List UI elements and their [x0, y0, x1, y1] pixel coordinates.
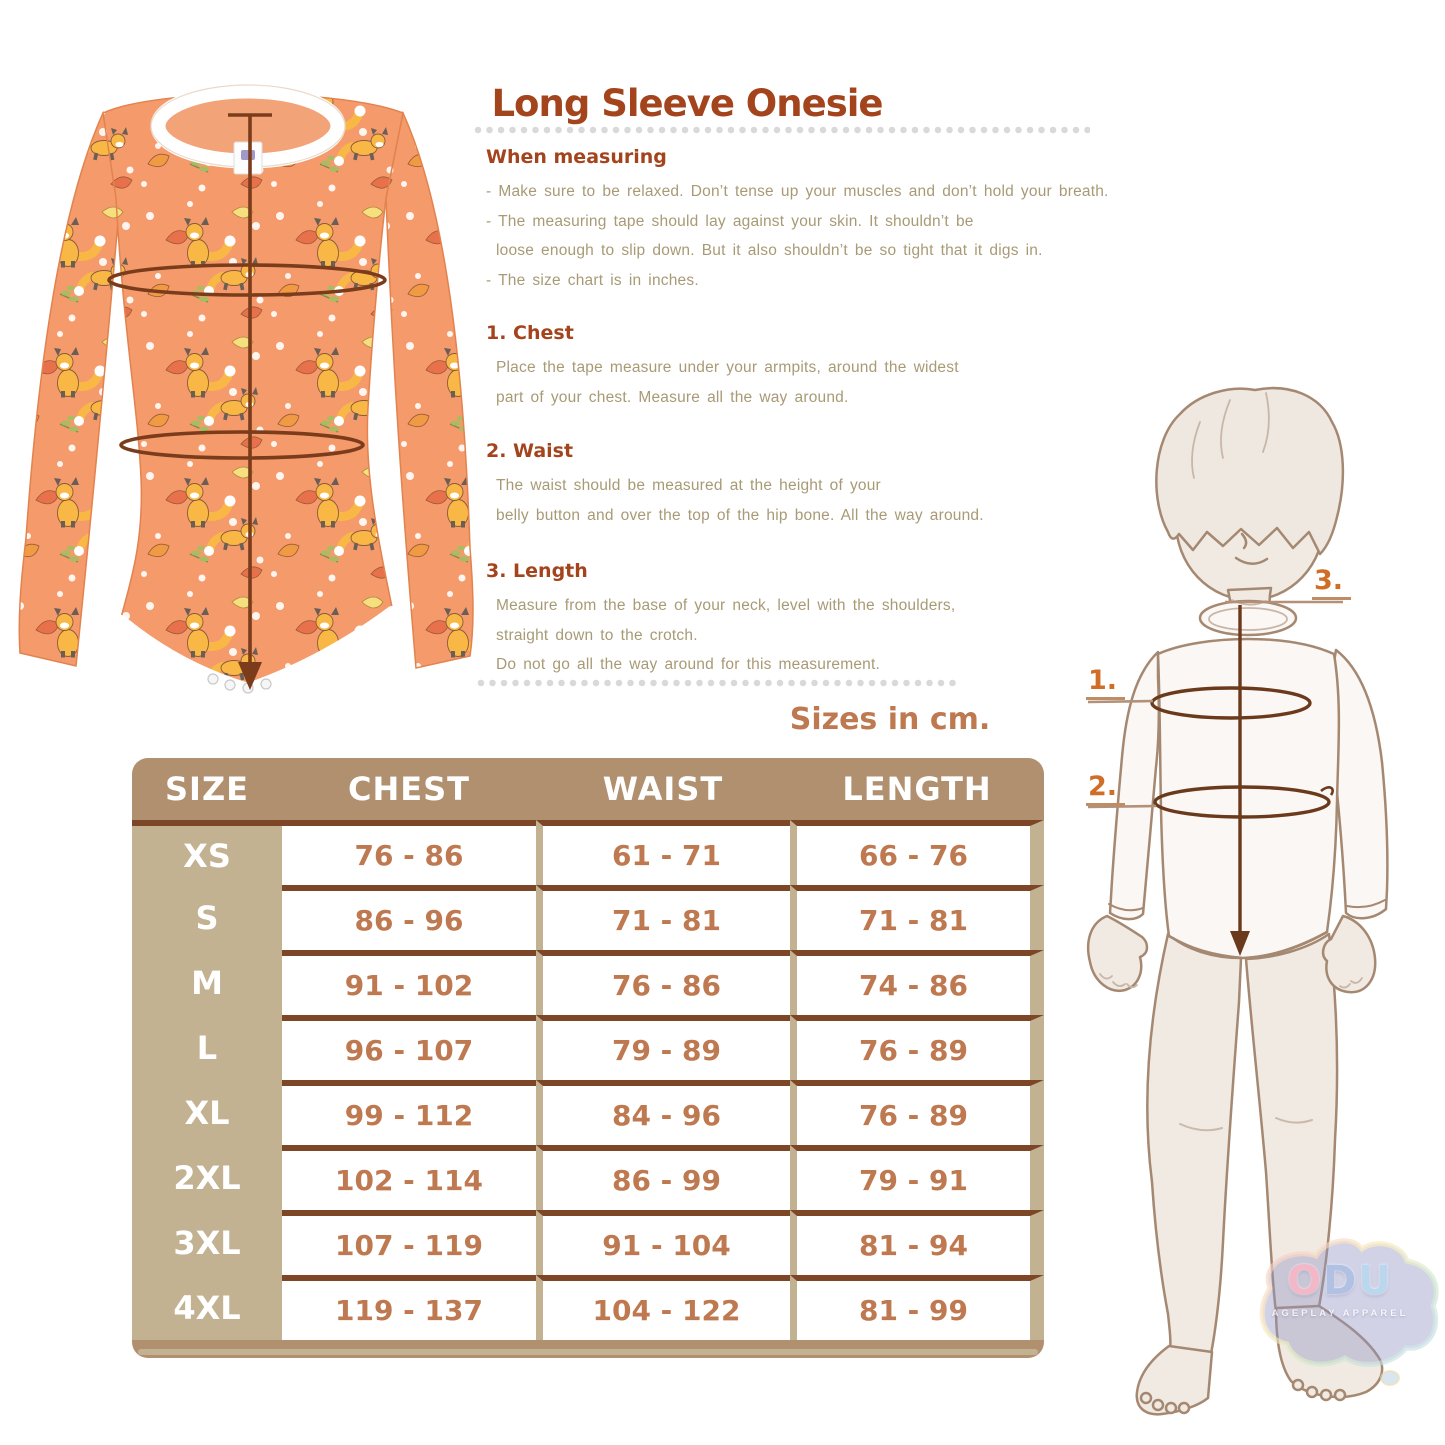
size-cell: 4XL: [132, 1275, 282, 1340]
length-line: straight down to the crotch.: [496, 626, 698, 644]
chest-section: [486, 322, 1146, 412]
size-cell: XS: [132, 820, 282, 885]
chest-cell: 96 - 107: [282, 1015, 536, 1080]
when-measuring-section: [486, 146, 1146, 295]
length-cell: 76 - 89: [790, 1015, 1044, 1080]
column-header-chest: CHEST: [348, 770, 470, 808]
chest-cell: 86 - 96: [282, 885, 536, 950]
waist-cell: 71 - 81: [536, 885, 790, 950]
size-cell: XL: [132, 1080, 282, 1145]
column-header-waist: WAIST: [602, 770, 724, 808]
logo-tagline: AGEPLAY APPAREL: [1271, 1308, 1409, 1319]
waist-line: The waist should be measured at the height of your: [496, 477, 881, 494]
onesie-torso: [103, 94, 403, 690]
length-line: Measure from the base of your neck, level with the shoulders,: [496, 597, 956, 614]
when-measuring-heading: When measuring: [486, 146, 667, 168]
length-cell: 66 - 76: [790, 820, 1044, 885]
length-cell: 76 - 89: [790, 1080, 1044, 1145]
logo-letter: O: [1287, 1258, 1324, 1304]
figure-label-chest: 1.: [1086, 666, 1125, 700]
waist-section: [486, 440, 1146, 530]
column-header-size: SIZE: [164, 770, 249, 808]
tasmania-blob: [1381, 1371, 1399, 1385]
size-cell: S: [132, 885, 282, 950]
chest-line: Place the tape measure under your armpits, around the widest: [496, 359, 959, 376]
logo-letter: U: [1358, 1258, 1393, 1304]
waist-cell: 79 - 89: [536, 1015, 790, 1080]
size-cell: 3XL: [132, 1210, 282, 1275]
measuring-line: - The measuring tape should lay against your skin. It shouldn’t be: [486, 212, 974, 230]
size-cell: 2XL: [132, 1145, 282, 1210]
onesie-product-image: [8, 68, 474, 718]
length-cell: 79 - 91: [790, 1145, 1044, 1210]
chest-cell: 119 - 137: [282, 1275, 536, 1340]
figure-label-length: 3.: [1312, 566, 1351, 600]
measuring-line: - Make sure to be relaxed. Don’t tense up your muscles and don’t hold your breath.: [486, 183, 1109, 200]
figure-label-waist: 2.: [1086, 772, 1125, 806]
logo-letter: D: [1323, 1258, 1359, 1304]
chest-cell: 91 - 102: [282, 950, 536, 1015]
size-cell: L: [132, 1015, 282, 1080]
length-line: Do not go all the way around for this measurement.: [496, 656, 881, 673]
chest-line: part of your chest. Measure all the way around.: [496, 388, 849, 406]
waist-cell: 84 - 96: [536, 1080, 790, 1145]
chest-cell: 76 - 86: [282, 820, 536, 885]
waist-cell: 86 - 99: [536, 1145, 790, 1210]
waist-cell: 61 - 71: [536, 820, 790, 885]
measuring-line: loose enough to slip down. But it also shouldn’t be so tight that it digs in.: [496, 242, 1043, 259]
chest-cell: 102 - 114: [282, 1145, 536, 1210]
dotted-divider-top: [474, 126, 1090, 134]
waist-cell: 76 - 86: [536, 950, 790, 1015]
dotted-divider-bottom: [477, 679, 959, 687]
sizes-unit-note: Sizes in cm.: [789, 702, 991, 737]
column-header-length: LENGTH: [842, 770, 992, 808]
waist-heading: 2. Waist: [486, 440, 574, 462]
waist-cell: 104 - 122: [536, 1275, 790, 1340]
logo-wordmark: [1240, 1258, 1440, 1304]
measuring-line: - The size chart is in inches.: [486, 271, 699, 289]
length-heading: 3. Length: [486, 560, 588, 582]
chest-cell: 99 - 112: [282, 1080, 536, 1145]
chest-heading: 1. Chest: [486, 322, 574, 344]
page-title: Long Sleeve Onesie: [491, 82, 883, 125]
size-chart-table: [132, 758, 1044, 1358]
length-cell: 74 - 86: [790, 950, 1044, 1015]
waist-line: belly button and over the top of the hip bone. All the way around.: [496, 506, 984, 524]
length-section: [486, 560, 1146, 680]
length-cell: 71 - 81: [790, 885, 1044, 950]
length-cell: 81 - 99: [790, 1275, 1044, 1340]
chest-cell: 107 - 119: [282, 1210, 536, 1275]
brand-watermark: [1240, 1230, 1445, 1390]
length-cell: 81 - 94: [790, 1210, 1044, 1275]
size-cell: M: [132, 950, 282, 1015]
waist-cell: 91 - 104: [536, 1210, 790, 1275]
